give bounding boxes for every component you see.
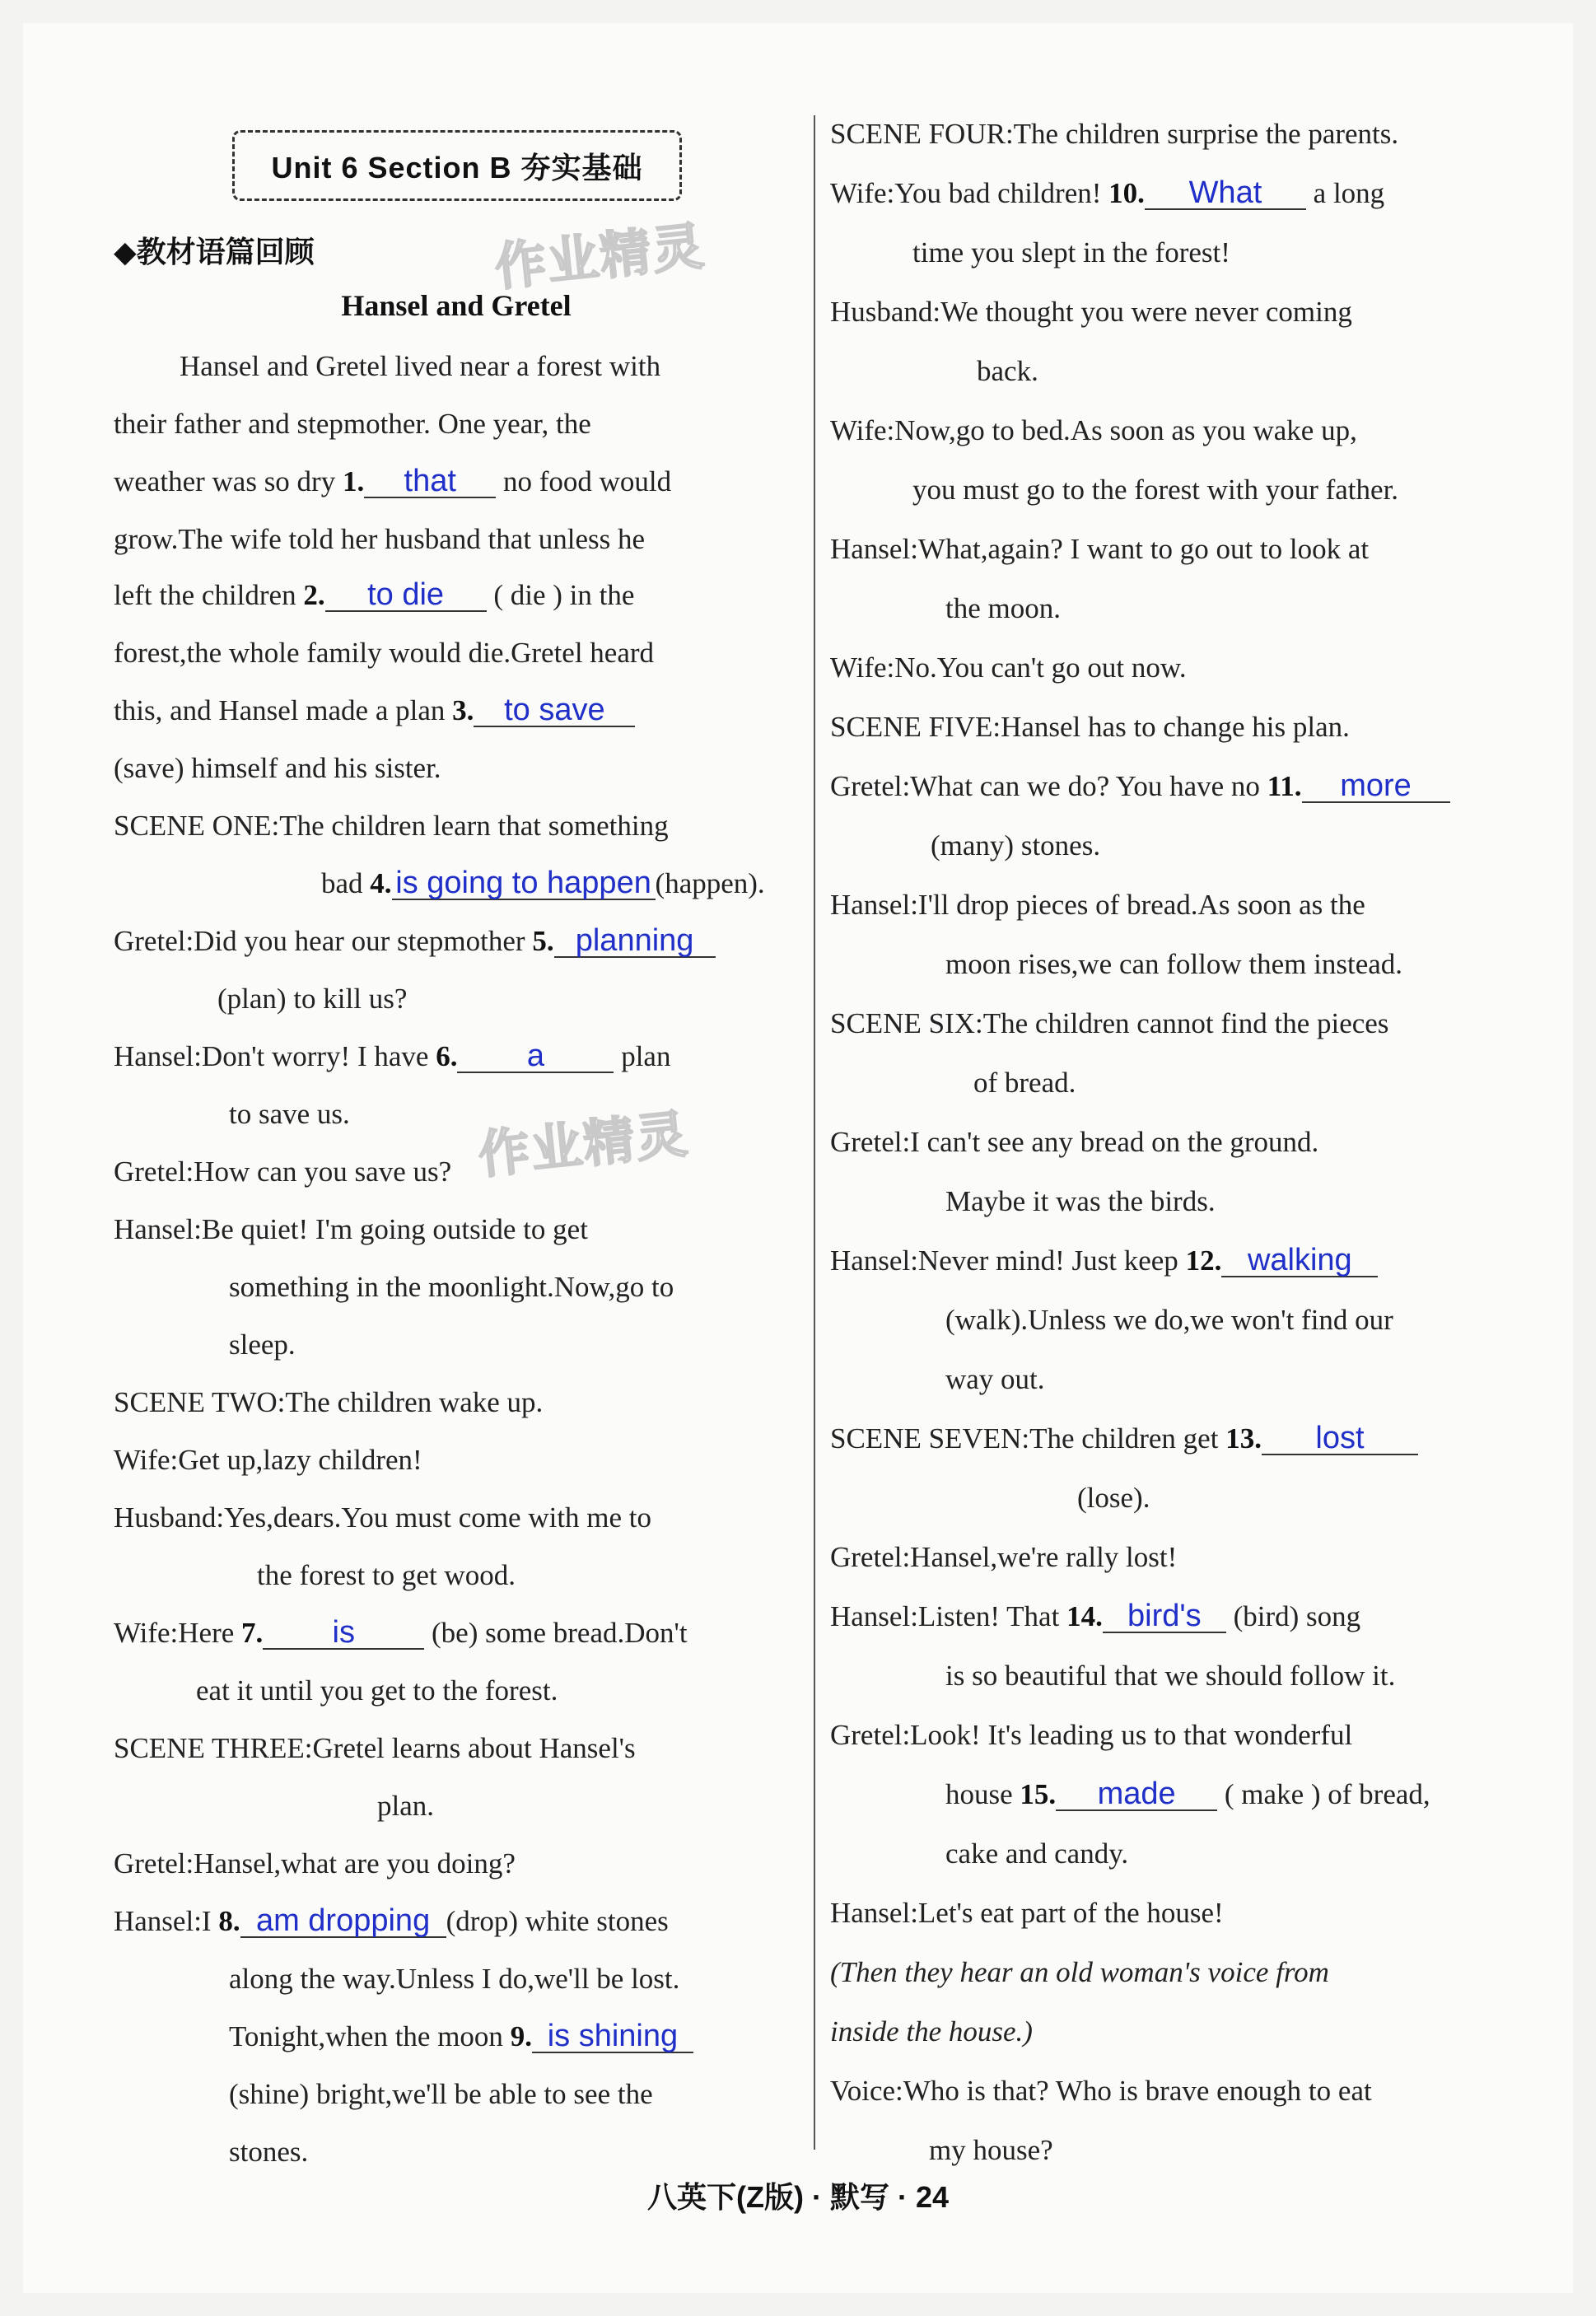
line-text: Tonight,when the moon [229,2020,511,2052]
text-line [114,637,799,670]
text-line [830,889,1520,922]
line-text: Wife:Here [114,1617,242,1649]
answer-blank[interactable]: is shining [532,2020,693,2053]
text-line [945,1185,1520,1218]
text-line [830,1600,1520,1633]
text-line [830,1244,1520,1277]
line-text: Hansel and Gretel lived near a forest with [180,350,661,382]
line-text: Gretel:Look! It's leading us to that wonderful [830,1719,1353,1751]
line-text: ( make ) of bread, [1217,1778,1430,1810]
text-line [830,2015,1520,2048]
line-text: Husband:Yes,dears.You must come with me to [114,1501,652,1534]
line-text: (be) some bread.Don't [424,1617,688,1649]
text-line [180,350,799,383]
text-line [114,810,799,843]
line-text: house [945,1778,1020,1810]
text-line [977,355,1520,388]
line-text: SCENE ONE:The children learn that something [114,810,669,842]
text-line [830,177,1520,210]
line-text: Hansel:Don't worry! I have [114,1040,436,1072]
line-text: moon rises,we can follow them instead. [945,948,1403,980]
text-line [830,711,1520,744]
line-text: Voice:Who is that? Who is brave enough to eat [830,2075,1372,2107]
line-text: Wife:You bad children! [830,177,1109,209]
text-line [114,1444,799,1477]
line-text: Gretel:How can you save us? [114,1156,452,1188]
answer-blank[interactable]: to save [474,694,635,727]
line-text: to save us. [229,1098,350,1130]
line-text: cake and candy. [945,1837,1129,1870]
line-text: Maybe it was the birds. [945,1185,1216,1217]
section-label: ◆教材语篇回顾 [114,235,315,268]
text-line [114,1732,799,1765]
question-number: 2. [303,579,325,611]
text-line [229,2136,799,2169]
line-text: Hansel:Never mind! Just keep [830,1244,1186,1277]
text-line [229,2078,799,2111]
line-text: a long [1305,177,1385,209]
page-footer: 八英下(Z版) · 默写 · 24 [647,2180,949,2214]
line-text: eat it until you get to the forest. [196,1674,558,1707]
answer-blank[interactable]: to die [325,579,487,612]
text-line [217,983,799,1016]
line-text: of bread. [973,1067,1076,1099]
text-line [945,1304,1520,1337]
question-number: 6. [436,1040,458,1072]
text-line [830,2075,1520,2108]
line-text: SCENE FOUR:The children surprise the parents. [830,118,1399,150]
line-text: forest,the whole family would die.Gretel heard [114,637,655,669]
question-number: 14. [1066,1600,1103,1632]
text-line [114,1501,799,1534]
line-text: ( die ) in the [486,579,635,611]
text-line [830,651,1520,684]
line-text: way out. [945,1363,1045,1395]
line-text: (walk).Unless we do,we won't find our [945,1304,1393,1336]
answer-blank[interactable]: am dropping [240,1905,446,1938]
line-text: Wife:No.You can't go out now. [830,651,1187,684]
text-line [114,1847,799,1880]
text-line [114,1905,799,1938]
text-line [830,1719,1520,1752]
question-number: 15. [1020,1778,1057,1810]
line-text: bad [321,867,371,899]
column-divider [814,115,815,2150]
question-number: 8. [218,1905,240,1937]
text-line [229,1098,799,1131]
watermark: 作业精灵 [492,217,708,297]
text-line [377,1790,799,1823]
question-number: 3. [452,694,474,726]
text-line [973,1067,1520,1100]
text-line [830,1126,1520,1159]
text-line [114,1213,799,1246]
text-line [321,867,799,900]
line-text: Wife:Get up,lazy children! [114,1444,422,1476]
text-line [830,1956,1520,1989]
line-text: stones. [229,2136,309,2168]
answer-blank[interactable]: walking [1221,1244,1378,1277]
text-line [114,925,799,958]
line-text: plan [614,1040,671,1072]
text-line [830,118,1520,151]
question-number: 13. [1225,1422,1262,1455]
text-line [945,592,1520,625]
text-line [114,579,799,612]
text-line [830,414,1520,447]
text-line [830,1007,1520,1040]
text-line [830,296,1520,329]
line-text: this, and Hansel made a plan [114,694,453,726]
answer-blank[interactable]: made [1056,1778,1217,1811]
line-text: their father and stepmother. One year, the [114,408,591,440]
text-line [912,236,1520,269]
text-line [229,2020,799,2053]
line-text: sleep. [229,1328,296,1361]
text-line [945,1363,1520,1396]
line-text: (bird) song [1225,1600,1361,1632]
question-number: 7. [241,1617,264,1649]
line-text: Hansel:I [114,1905,219,1937]
text-line [114,523,799,556]
line-text: SCENE SIX:The children cannot find the pieces [830,1007,1389,1039]
line-text: SCENE THREE:Gretel learns about Hansel's [114,1732,636,1764]
text-line [114,1156,799,1188]
line-text: SCENE TWO:The children wake up. [114,1386,544,1418]
text-line [114,1386,799,1419]
text-line [114,1617,799,1650]
text-line [229,1328,799,1361]
line-text: the moon. [945,592,1061,624]
line-text: something in the moonlight.Now,go to [229,1271,674,1303]
text-line [830,1541,1520,1574]
line-text: (shine) bright,we'll be able to see the [229,2078,653,2110]
line-text: (happen). [655,867,765,899]
answer-blank[interactable]: What [1145,177,1306,210]
text-line [830,1897,1520,1930]
line-text: Hansel:What,again? I want to go out to look at [830,533,1370,565]
text-line [912,474,1520,507]
line-text: the forest to get wood. [257,1559,516,1591]
line-text: Gretel:What can we do? You have no [830,770,1267,802]
answer-blank[interactable]: lost [1262,1422,1418,1455]
line-text: plan. [377,1790,435,1822]
text-line [830,1422,1520,1455]
text-line [114,465,799,498]
text-line [830,770,1520,803]
text-line [945,1778,1520,1811]
line-text: Wife:Now,go to bed.As soon as you wake up, [830,414,1357,446]
text-line [830,533,1520,566]
text-line [945,1837,1520,1870]
question-number: 1. [342,465,365,497]
line-text: (many) stones. [931,829,1101,861]
question-number: 5. [532,925,554,957]
answer-blank[interactable]: that [364,465,496,498]
line-text: inside the house.) [830,2015,1033,2048]
line-text: (save) himself and his sister. [114,752,441,784]
line-text: grow.The wife told her husband that unless he [114,523,646,555]
line-text: Hansel:Be quiet! I'm going outside to get [114,1213,588,1245]
text-line [229,1271,799,1304]
text-line [929,2134,1520,2167]
line-text: along the way.Unless I do,we'll be lost. [229,1963,680,1995]
text-line [114,1040,799,1073]
question-number: 12. [1185,1244,1222,1277]
question-number: 11. [1267,770,1302,802]
line-text: no food would [496,465,672,497]
line-text: Hansel:I'll drop pieces of bread.As soon as the [830,889,1365,921]
line-text: Gretel:Hansel,we're rally lost! [830,1541,1178,1573]
line-text: Husband:We thought you were never coming [830,296,1352,328]
line-text: weather was so dry [114,465,343,497]
answer-blank[interactable]: more [1302,770,1450,803]
line-text: my house? [929,2134,1053,2166]
text-line [1077,1482,1520,1515]
text-line [945,948,1520,981]
answer-blank[interactable]: a [457,1040,614,1073]
answer-blank[interactable]: is [263,1617,424,1650]
line-text: SCENE SEVEN:The children get [830,1422,1226,1455]
line-text: is so beautiful that we should follow it. [945,1660,1396,1692]
answer-blank[interactable]: bird's [1103,1600,1226,1633]
text-line [257,1559,799,1592]
line-text: left the children [114,579,304,611]
line-text: Hansel:Let's eat part of the house! [830,1897,1224,1929]
text-line [196,1674,799,1707]
question-number: 4. [370,867,392,899]
line-text: Gretel:I can't see any bread on the ground. [830,1126,1319,1158]
line-text: (drop) white stones [446,1905,669,1937]
text-line [114,694,799,727]
question-number: 9. [510,2020,532,2052]
line-text: (Then they hear an old woman's voice from [830,1956,1329,1988]
line-text: (plan) to kill us? [217,983,408,1015]
line-text: Gretel:Did you hear our stepmother [114,925,533,957]
question-number: 10. [1108,177,1145,209]
text-line [229,1963,799,1996]
answer-blank[interactable]: is going to happen [392,867,656,900]
text-line [114,752,799,785]
text-line [114,408,799,441]
line-text: Hansel:Listen! That [830,1600,1067,1632]
line-text: back. [977,355,1038,387]
line-text: time you slept in the forest! [912,236,1230,268]
unit-title-box [232,130,682,201]
line-text: SCENE FIVE:Hansel has to change his plan. [830,711,1350,743]
line-text: you must go to the forest with your father. [912,474,1399,506]
story-title: Hansel and Gretel [341,289,572,322]
text-line [945,1660,1520,1693]
unit-title: Unit 6 Section B 夯实基础 [271,150,643,184]
watermark: 作业精灵 [475,1105,692,1185]
answer-blank[interactable]: planning [554,925,716,958]
line-text: (lose). [1077,1482,1150,1514]
line-text: Gretel:Hansel,what are you doing? [114,1847,516,1879]
text-line [931,829,1520,862]
